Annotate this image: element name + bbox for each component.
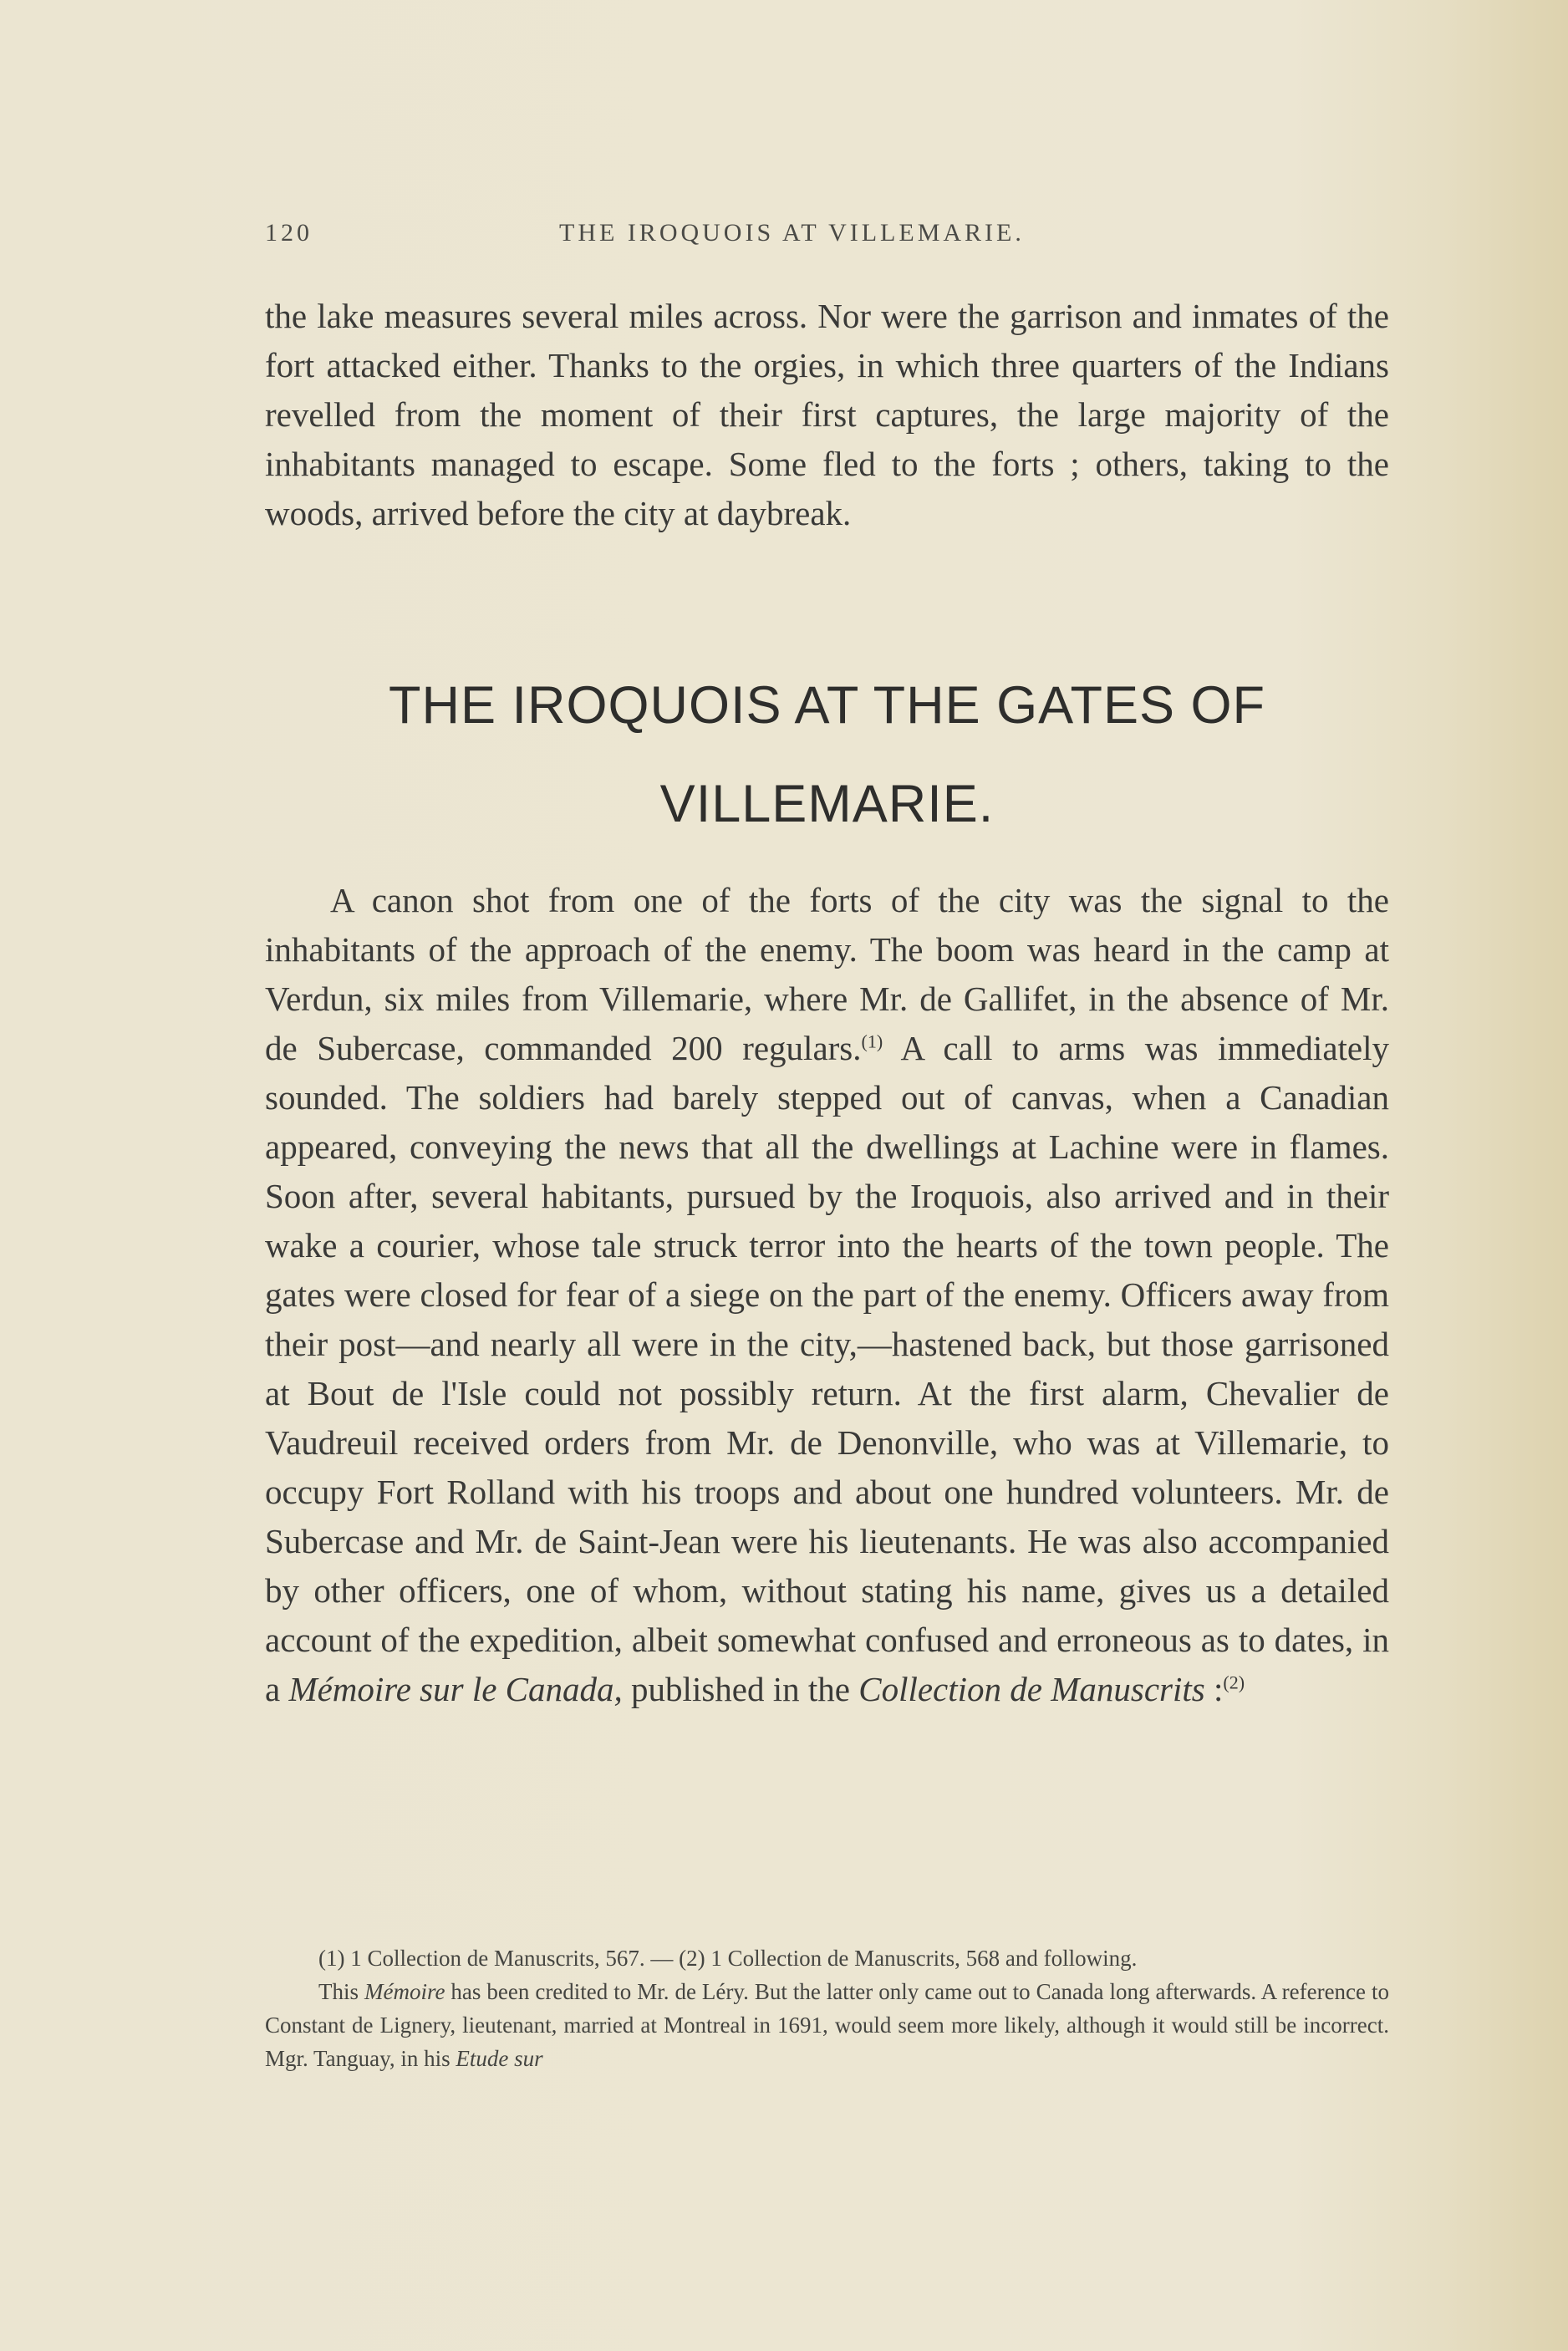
footnote-line-1: (1) 1 Collection de Manuscrits, 567. — (2) 1 Collection de Manuscrits, 568 and following.	[318, 1946, 1138, 1971]
page-header	[265, 219, 1389, 261]
section-title-line-1: THE IROQUOIS AT THE GATES OF	[389, 676, 1265, 735]
paragraph-2-text-c: published in the	[622, 1670, 859, 1708]
footnote-2-text-a: This	[318, 1979, 364, 2004]
footnote-ref-1: (1)	[861, 1030, 883, 1052]
body-paragraph-1: the lake measures several miles across. Nor were the garrison and inmates of the fort attacked either. Thanks to the orgies, in which three quarters of the Indians revelled from the moment of their first captures, the large majority of the inhabitants managed to escape. Some fled to the forts ; others, taking to the woods, arrived before the city at daybreak.	[265, 297, 1389, 532]
collection-title-italic: Collection de Manuscrits	[858, 1670, 1205, 1708]
paragraph-2-text-a: A canon shot from one of the forts of the city was the signal to the inhabitants of the approach of the enemy. The boom was heard in the camp at Verdun, six miles from Villemarie, where Mr. de Gallifet, in the absence of Mr. de Subercase, commanded 200 regulars.	[265, 881, 1389, 1067]
footnote-memoire-italic: Mémoire	[364, 1979, 445, 2004]
paragraph-2-text-d: :	[1204, 1670, 1224, 1708]
footnote-etude-italic: Etude sur	[456, 2046, 543, 2071]
footnote-line-2	[265, 1975, 1389, 2075]
body-paragraph-2	[265, 876, 1389, 1714]
paragraph-2-text-b: A call to arms was immediately sounded. The soldiers had barely stepped out of canvas, when a Canadian appeared, conveying the news that all the dwellings at Lachine were in flames. Soon after, several habitants, pursued by the Iroquois, also arrived and in their wake a courier, whose tale struck terror into the hearts of the town people. The gates were closed for fear of a siege on the part of the enemy. Officers away from their post—and nearly all were in the city,—hastened back, but those garrisoned at Bout de l'Isle could not possibly return. At the first alarm, Chevalier de Vaudreuil received orders from Mr. de Denonville, who was at Villemarie, to occupy Fort Rolland with his troops and about one hundred volunteers. Mr. de Subercase and Mr. de Saint-Jean were his lieutenants. He was also accompanied by other officers, one of whom, without stating his name, gives us a detailed account of the expedition, albeit somewhat confused and erroneous as to dates, in a	[265, 1029, 1389, 1708]
running-head: THE IROQUOIS AT VILLEMARIE.	[559, 219, 1025, 247]
footnote-2-text-b: has been credited to Mr. de Léry. But the latter only came out to Canada long afterwards. A reference to Constant de Lignery, lieutenant, married at Montreal in 1691, would seem more likely, although it would still be incorrect. Mgr. Tanguay, in his	[265, 1979, 1389, 2071]
footnote-ref-2: (2)	[1223, 1672, 1245, 1693]
section-title-line-2: VILLEMARIE.	[659, 775, 995, 833]
page-number: 120	[265, 219, 313, 247]
memoire-title-italic: Mémoire sur le Canada,	[288, 1670, 623, 1708]
footnotes	[265, 1941, 1389, 2075]
